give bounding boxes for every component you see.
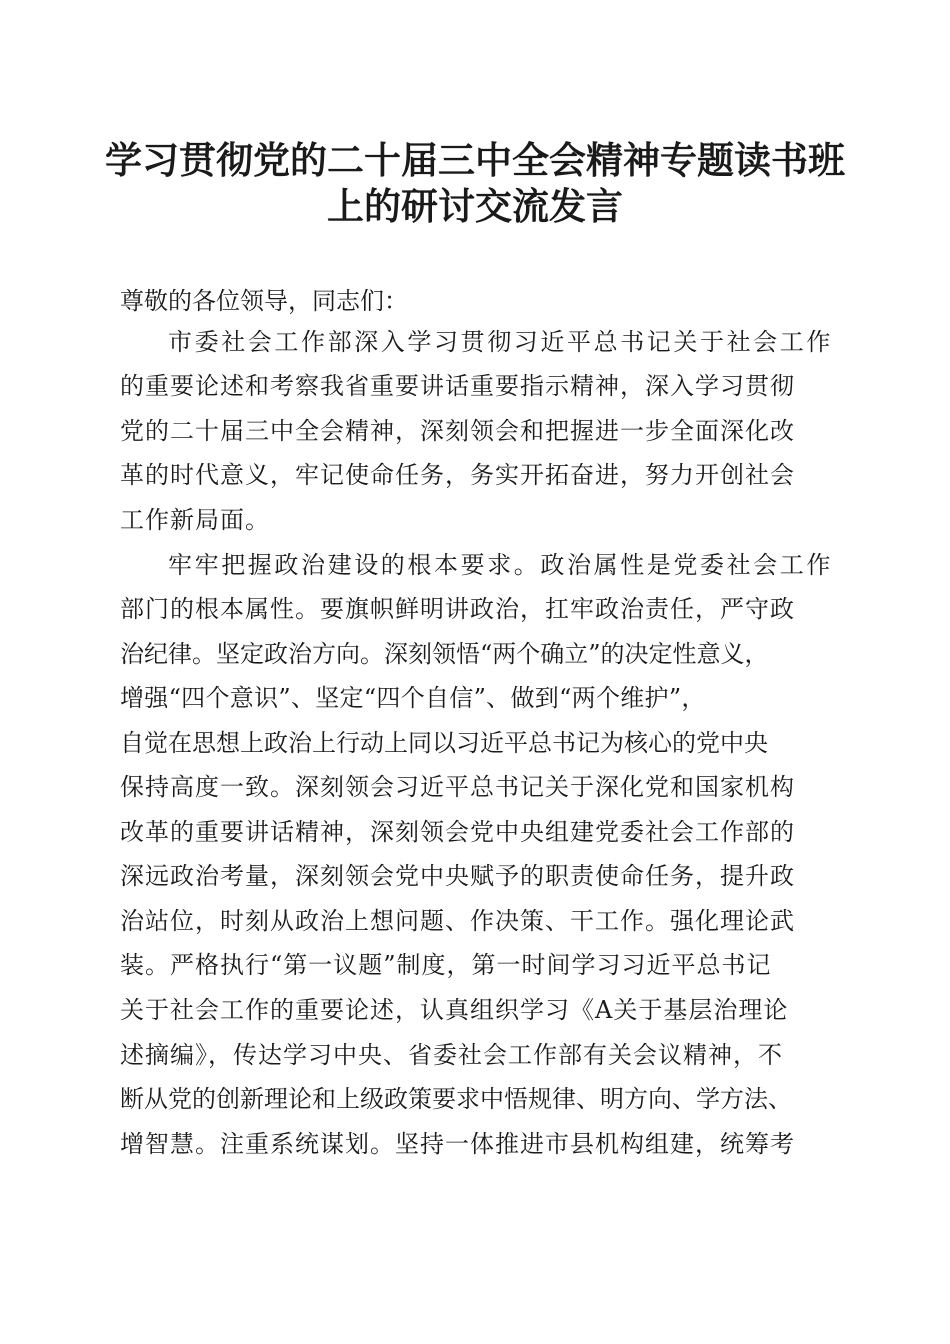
paragraph-line: 改革的重要讲话精神，深刻领会党中央组建党委社会工作部的	[120, 818, 795, 846]
document-title-line-2: 上的研讨交流发言	[327, 184, 623, 228]
paragraph-line: 部门的根本属性。要旗帜鲜明讲政治，扛牢政治责任，严守政	[120, 595, 795, 623]
paragraph-line: 断从党的创新理论和上级政策要求中悟规律、明方向、学方法、	[120, 1085, 792, 1113]
paragraph-line: 治纪律。坚定政治方向。深刻领悟“两个确立”的决定性意义，	[120, 640, 769, 668]
paragraph-line: 保持高度一致。深刻领会习近平总书记关于深化党和国家机构	[120, 773, 795, 801]
paragraph-line: 深远政治考量，深刻领会党中央赋予的职责使命任务，提升政	[120, 862, 795, 890]
paragraph-line: 装。严格执行“第一议题”制度，第一时间学习习近平总书记	[120, 951, 772, 979]
paragraph-line: 工作新局面。	[120, 506, 270, 534]
paragraph-line: 市委社会工作部深入学习贯彻习近平总书记关于社会工作	[168, 328, 833, 356]
paragraph-line: 增强“四个意识”、坚定“四个自信”、做到“两个维护”，	[120, 684, 706, 712]
document-title-line-1: 学习贯彻党的二十届三中全会精神专题读书班	[105, 138, 845, 182]
paragraph-line: 述摘编》，传达学习中央、省委社会工作部有关会议精神，不	[120, 1041, 783, 1069]
paragraph-line: 治站位，时刻从政治上想问题、作决策、干工作。强化理论武	[120, 907, 795, 935]
paragraph-line: 牢牢把握政治建设的根本要求。政治属性是党委社会工作	[168, 551, 833, 579]
paragraph-line: 党的二十届三中全会精神，深刻领会和把握进一步全面深化改	[120, 417, 795, 445]
paragraph-line: 关于社会工作的重要论述，认真组织学习《A关于基层治理论	[120, 996, 789, 1024]
salutation-line: 尊敬的各位领导，同志们：	[120, 287, 408, 315]
paragraph-line: 的重要论述和考察我省重要讲话重要指示精神，深入学习贯彻	[120, 372, 795, 400]
paragraph-line: 自觉在思想上政治上行动上同以习近平总书记为核心的党中央	[120, 729, 768, 757]
paragraph-line: 革的时代意义，牢记使命任务，务实开拓奋进，努力开创社会	[120, 461, 795, 489]
paragraph-line: 增智慧。注重系统谋划。坚持一体推进市县机构组建，统筹考	[120, 1130, 795, 1158]
